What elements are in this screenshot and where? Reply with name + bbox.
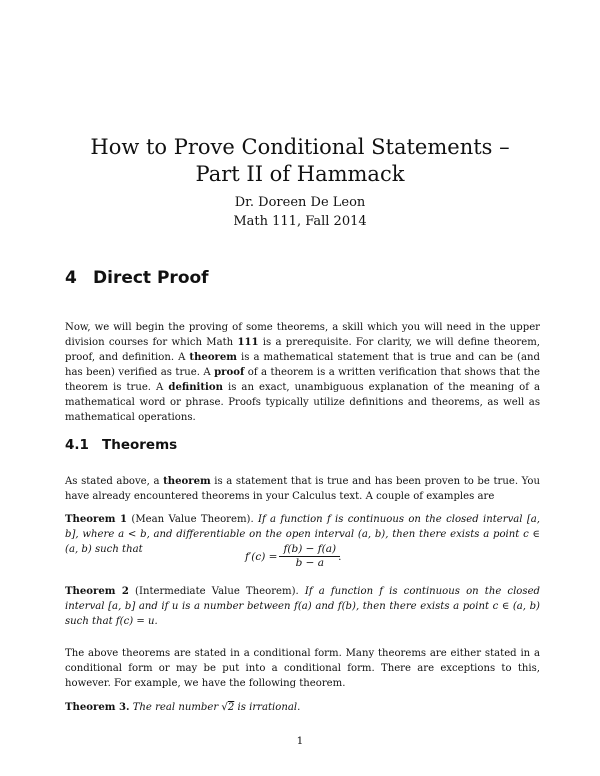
- theorem-text: and: [311, 601, 338, 612]
- term-proof: proof: [214, 367, 245, 378]
- theorem-text: is continuous on the closed interval [: [330, 514, 531, 525]
- theorem-label: Theorem 3.: [65, 702, 130, 713]
- section-title: Direct Proof: [93, 268, 209, 288]
- math-inline: a, b: [361, 529, 382, 540]
- equation-fraction: [281, 543, 338, 570]
- intro-text: is an exact, unambiguous explanation of the meaning of a mathematical word or phrase. Proofs typically utilize definitions and theorems, as well as mathematical operations.: [65, 382, 541, 423]
- paragraph-text: As stated above, a: [65, 476, 164, 487]
- page-number: 1: [296, 735, 304, 747]
- equation-period: .: [338, 550, 342, 563]
- theorem-text: , and differentiable on the open interval (: [146, 529, 362, 540]
- paragraph-text: is a statement that is true and has been proven to be true. You have already encountered theorems in your Calculus text. A couple of examples are: [65, 476, 541, 502]
- theorem-name: (Mean Value Theorem).: [131, 514, 254, 525]
- theorem-text: ] and if: [131, 601, 172, 612]
- math-course-number: 111: [237, 337, 259, 348]
- term-definition: definition: [168, 382, 223, 393]
- term-theorem: theorem: [189, 352, 237, 363]
- math-inline: a, b: [112, 601, 132, 612]
- theorems-intro-paragraph: [65, 474, 540, 504]
- fraction-numerator: f(b) − f(a): [283, 543, 337, 555]
- theorem-label: Theorem 1: [65, 514, 128, 525]
- sqrt-radicand: 2: [227, 702, 235, 713]
- math-inline: a, b: [65, 514, 541, 540]
- math-inline: f: [379, 586, 383, 597]
- document-title: How to Prove Conditional Statements – Part II of Hammack: [90, 135, 510, 187]
- math-inline: u: [171, 601, 179, 612]
- subsection-number: 4.1: [65, 437, 89, 453]
- subsection-title: Theorems: [102, 437, 178, 453]
- author-block: [0, 193, 600, 231]
- theorem-text: such that: [91, 544, 143, 555]
- intro-text: Now, we will begin the proving of some theorems, a skill which you will need in the upper division courses for which Math: [65, 322, 540, 348]
- author-name: Dr. Doreen De Leon: [234, 195, 366, 210]
- theorem-text: , then there exists a point: [355, 601, 493, 612]
- sqrt-symbol: √: [221, 702, 228, 713]
- math-inline: f(c) = u: [115, 616, 155, 627]
- math-inline: f(b): [337, 601, 356, 612]
- equation-lhs: f′(c) =: [245, 550, 278, 563]
- intro-text: is a prerequisite. For clarity, we will define theorem, proof, and definition. A: [65, 337, 540, 363]
- subsection-heading: [65, 437, 177, 453]
- conditional-form-paragraph: The above theorems are stated in a conditional form. Many theorems are either stated in a conditional form or may be put into a conditional form. There are exceptions to this, however. For example, we have the following theorem.: [65, 648, 540, 689]
- theorem-label: Theorem 2: [65, 586, 129, 597]
- theorem-text: If a function: [253, 514, 327, 525]
- theorem-2: [65, 584, 540, 629]
- section-number: 4: [65, 268, 77, 288]
- section-heading: [65, 268, 209, 288]
- math-inline: a < b: [118, 529, 147, 540]
- course-info: Math 111, Fall 2014: [233, 214, 367, 229]
- math-inline: f(a): [294, 601, 312, 612]
- theorem-text: The real number: [129, 702, 222, 713]
- mean-value-equation: [245, 543, 341, 570]
- math-inline: f: [326, 514, 331, 525]
- term-theorem: theorem: [163, 476, 211, 487]
- intro-text: of a theorem is a written verification that shows that the theorem is true. A: [65, 367, 540, 393]
- theorem-text: is continuous on the closed interval [: [65, 586, 540, 612]
- theorem-text: If a function: [298, 586, 380, 597]
- theorem-text: ), then there exists a point: [381, 529, 524, 540]
- intro-paragraph: [65, 320, 540, 425]
- math-inline: c ∈ (a, b): [492, 601, 540, 612]
- fraction-denominator: b − a: [295, 557, 325, 569]
- math-inline: c ∈ (a, b): [65, 529, 540, 555]
- intro-text: is a mathematical statement that is true and can be (and has been) verified as true. A: [65, 352, 540, 378]
- theorem-name: (Intermediate Value Theorem).: [135, 586, 299, 597]
- theorem-text: is irrational.: [234, 702, 301, 713]
- theorem-3: [65, 700, 540, 715]
- theorem-text: ], where: [71, 529, 119, 540]
- theorem-text: .: [154, 616, 158, 627]
- theorem-text: such that: [65, 616, 116, 627]
- theorem-text: is a number between: [178, 601, 295, 612]
